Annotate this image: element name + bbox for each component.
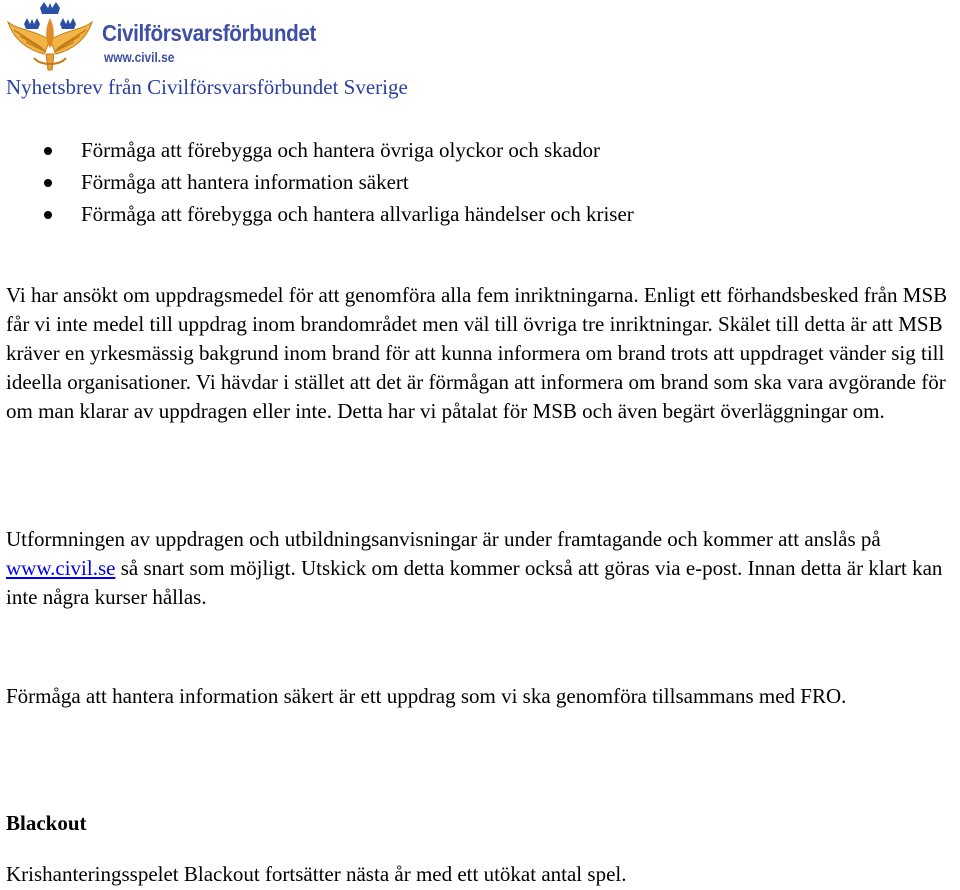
bullet-dot-icon <box>44 147 52 155</box>
org-url[interactable]: www.civil.se <box>104 49 175 65</box>
newsletter-title: Nyhetsbrev från Civilförsvarsförbundet Sverige <box>6 75 408 99</box>
list-item-text: Förmåga att förebygga och hantera övriga olyckor och skador <box>81 138 600 162</box>
paragraph-assignments <box>6 525 960 612</box>
bullet-dot-icon <box>44 179 52 187</box>
paragraph-text: Utformningen av uppdragen och utbildningsanvisningar är under framtagande och kommer att anslås på <box>6 527 881 551</box>
header <box>4 0 317 72</box>
list-item <box>0 166 634 198</box>
bullet-dot-icon <box>44 211 52 219</box>
paragraph-blackout: Krishanteringsspelet Blackout fortsätter nästa år med ett utökat antal spel. <box>6 862 627 886</box>
paragraph-text: så snart som möjligt. Utskick om detta kommer också att göras via e-post. Innan detta är klart kan inte några kurser hållas. <box>6 556 943 609</box>
list-item-text: Förmåga att hantera information säkert <box>81 170 409 194</box>
section-heading-blackout: Blackout <box>6 811 87 835</box>
bullet-list <box>0 134 634 230</box>
emblem-logo-icon <box>4 0 96 72</box>
paragraph-information: Förmåga att hantera information säkert är ett uppdrag som vi ska genomföra tillsammans med FRO. <box>6 684 847 708</box>
list-item <box>0 134 634 166</box>
list-item <box>0 198 634 230</box>
org-name: Civilförsvarsförbundet <box>102 20 317 46</box>
civil-se-link[interactable]: www.civil.se <box>6 556 116 580</box>
paragraph-funding: Vi har ansökt om uppdragsmedel för att genomföra alla fem inriktningarna. Enligt ett förhandsbesked från MSB får vi inte medel till uppdrag inom brandområdet men väl till övriga tre inriktningar. Skälet till detta är att MSB kräver en yrkesmässig bakgrund inom brand för att kunna informera om brand trots att uppdraget vänder sig till ideella organisationer. Vi hävdar i stället att det är förmågan att informera om brand som ska vara avgörande för om man klarar av uppdragen eller inte. Detta har vi påtalat för MSB och även begärt överläggningar om. <box>6 283 948 423</box>
list-item-text: Förmåga att förebygga och hantera allvarliga händelser och kriser <box>81 202 634 226</box>
